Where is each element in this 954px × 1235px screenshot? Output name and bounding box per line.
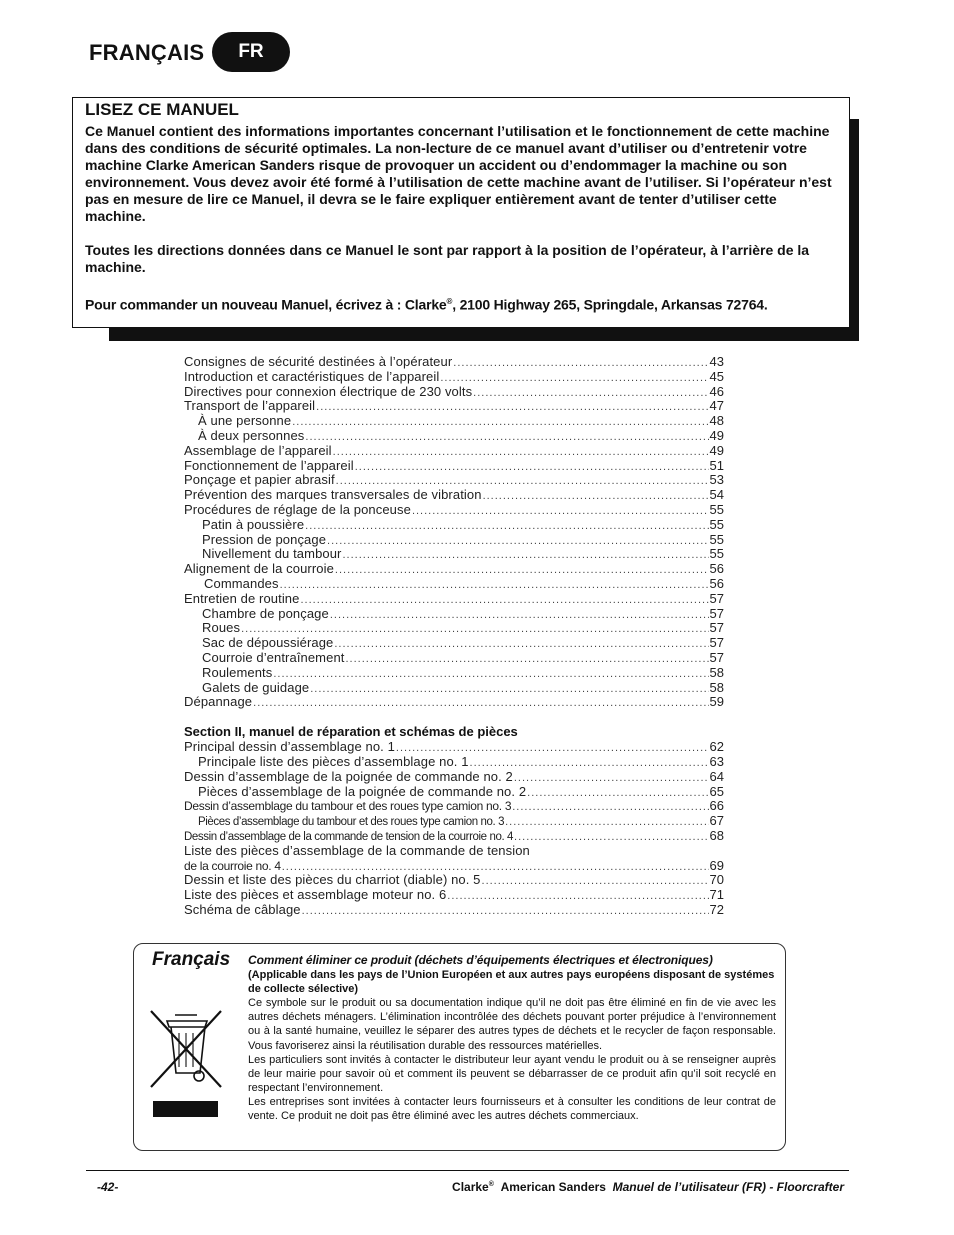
toc-entry [184,799,724,814]
toc-leader-dots [453,356,708,371]
toc-entry [184,607,724,622]
toc-entry-page: 49 [709,442,724,458]
weee-subtitle: (Applicable dans les pays de l’Union Européen et aux autres pays européens disposant de systémes de collecte sélective) [248,969,775,996]
toc-entry [184,473,724,488]
weee-paragraph: Les entreprises sont invitées à contacter leurs fournisseurs et à consulter les conditions de leur contrat de vente. Ce produit ne doit pas être éliminé avec les autres déchets commerciaux. [248,1095,776,1123]
weee-text-block [248,953,776,1123]
toc-leader-dots [300,593,708,608]
toc-leader-dots [316,400,708,415]
toc-entry-title: Principale liste des pièces d’assemblage no. 1 [198,753,469,769]
toc-entry-page: 57 [709,590,724,606]
toc-entry-title: Roulements [202,664,273,680]
toc-leader-dots [473,386,708,401]
toc-leader-dots [273,667,708,682]
toc-entry [184,503,724,518]
toc-leader-dots [335,563,709,578]
toc-entry-title: Dessin d’assemblage de la poignée de commande no. 2 [184,768,513,784]
footer-brand: Clarke [452,1180,489,1194]
toc-entry-title: Chambre de ponçage [202,605,329,621]
toc-leader-dots [280,578,709,593]
toc-leader-dots [514,771,709,786]
toc-entry-page: 47 [709,398,724,414]
toc-leader-dots [355,460,709,475]
toc-entry [184,547,724,562]
toc-leader-dots [505,815,708,830]
toc-leader-dots [512,800,708,815]
notice-paragraph: Toutes les directions données dans ce Manuel le sont par rapport à la position de l’opérateur, à l’arrière de la machine. [85,242,810,275]
toc-entry-title: Principal dessin d’assemblage no. 1 [184,739,395,755]
toc-entry-title: de la courroie no. 4 [184,858,281,873]
toc-entry-page: 45 [709,368,724,384]
toc-entry [184,888,724,903]
toc-leader-dots [346,652,709,667]
footer-title [452,1180,844,1194]
toc-entry-page: 68 [709,827,724,843]
toc-entry-title: Liste des pièces d’assemblage de la commande de tension [184,842,530,858]
toc-entry-page: 58 [709,679,724,695]
toc-entry-page: 57 [709,635,724,651]
toc-leader-dots [310,682,708,697]
toc-entry-title: Roues [202,620,241,636]
toc-entry-page: 56 [709,561,724,577]
toc-entry [184,695,724,710]
toc-entry-page: 43 [709,354,724,369]
footer-company: American Sanders [500,1180,606,1194]
toc-entry-title: Transport de l’appareil [184,398,316,414]
toc-entry-page: 64 [709,768,724,784]
footer-manual: Manuel de l’utilisateur (FR) - Floorcrafter [612,1180,844,1194]
toc-entry-title: Fonctionnement de l’appareil [184,457,354,473]
toc-entry [184,621,724,636]
read-manual-notice [72,97,850,328]
toc-entry [184,518,724,533]
toc-entry [184,414,724,429]
toc-entry-page: 55 [709,516,724,532]
weee-language-label: Français [152,949,231,970]
toc-entry [184,533,724,548]
toc-entry [184,829,724,844]
toc-entry [184,444,724,459]
order-address: , 2100 Highway 265, Springdale, Arkansas 72764. [452,296,768,313]
footer-reg: ® [488,1181,494,1188]
toc-entry-title: Alignement de la courroie [184,561,334,577]
toc-entry-title: Dessin et liste des pièces du charriot (diable) no. 5 [184,872,481,888]
toc-entry [184,740,724,755]
table-of-contents [184,355,724,918]
toc-section-2-title: Section II, manuel de réparation et schémas de pièces [184,724,518,740]
toc-entry [184,429,724,444]
toc-entry-title: Ponçage et papier abrasif [184,472,335,488]
toc-entry-title: Directives pour connexion électrique de 230 volts [184,383,473,399]
toc-entry-title: Courroie d’entraînement [202,649,345,665]
toc-entry-page: 48 [709,413,724,429]
toc-entry [184,577,724,592]
toc-entry-title: Consignes de sécurité destinées à l’opérateur [184,354,453,369]
toc-entry-title: Liste des pièces et assemblage moteur no. 6 [184,887,447,903]
toc-entry [184,859,724,874]
toc-entry-page: 46 [709,383,724,399]
toc-entry [184,755,724,770]
separate-collection-bar [153,1101,218,1117]
toc-entry-page: 54 [709,487,724,503]
toc-leader-dots [253,696,708,711]
weee-paragraph: Ce symbole sur le produit ou sa documentation indique qu’il ne doit pas être éliminé en fin de vie avec les autres déchets ménagers. L’élimination incontrôlée des déchets pouvant porter préjudice à l’environnement ou à la santé humaine, veuillez le séparer des autres types de déchets et le recycler de façon responsable. Vous favoriserez ainsi la réutilisation durable des ressources matérielles. [248,997,776,1052]
toc-entry-page: 62 [709,739,724,755]
toc-entry-page: 49 [709,427,724,443]
toc-entry [184,770,724,785]
toc-leader-dots [440,371,708,386]
toc-leader-dots [305,430,708,445]
toc-entry-page: 55 [709,546,724,562]
toc-entry-title: Dessin d’assemblage du tambour et des roues type camion no. 3 [184,799,512,814]
toc-entry-page: 63 [709,753,724,769]
weee-title: Comment éliminer ce produit (déchets d’équipements électriques et électroniques) [248,953,713,967]
toc-entry [184,651,724,666]
toc-entry [184,399,724,414]
crossed-out-wheelie-bin-icon [145,1005,227,1091]
toc-entry-title: Introduction et caractéristiques de l’appareil [184,368,440,384]
toc-entry-page: 57 [709,605,724,621]
toc-entry-page: 53 [709,472,724,488]
toc-entry-page: 57 [709,620,724,636]
toc-leader-dots [514,830,708,845]
toc-entry-page: 67 [709,813,724,829]
language-badge: FR [212,32,290,72]
order-prefix: Pour commander un nouveau Manuel, écrivez à : Clarke [85,296,447,313]
weee-paragraph: Les particuliers sont invités à contacter le distributeur leur ayant vendu le produit ou à se renseigner auprès de leur mairie pour savoir où et comment ils peuvent se débarrasser de ce produit afin qu’il soit recyclé en respectant l’environnement. [248,1053,776,1094]
toc-leader-dots [483,489,709,504]
toc-entry [184,636,724,651]
toc-entry-title: Nivellement du tambour [202,546,342,562]
toc-entry [184,592,724,607]
notice-paragraph: Ce Manuel contient des informations importantes concernant l’utilisation et le fonctionnement de cette machine dans des conditions de sécurité optimales. La non-lecture de ce manuel avant d’utiliser ou d’entretenir votre machine Clarke American Sanders risque de provoquer un accident ou d’endommager la machine ou son environnement. Vous devez avoir été formé à l’utilisation de cette machine avant de l’utiliser. Si l’opérateur n’est pas en mesure de lire ce Manuel, il devra se le faire expliquer entièrement avant de tenter d’utiliser cette machine. [85,123,832,224]
toc-entry-title: Pièces d’assemblage de la poignée de commande no. 2 [198,783,527,799]
toc-entry [184,370,724,385]
toc-entry-title: Patin à poussière [202,516,305,532]
toc-entry-title: Procédures de réglage de la ponceuse [184,501,411,517]
toc-leader-dots [305,519,708,534]
toc-entry [184,814,724,829]
page-number: -42- [97,1180,119,1194]
toc-entry-page: 55 [709,531,724,547]
toc-entry-page: 70 [709,872,724,888]
toc-entry-title: Commandes [204,575,279,591]
toc-entry-title: Dessin d’assemblage de la commande de tension de la courroie no. 4 [184,830,514,843]
toc-entry [184,385,724,400]
notice-title: LISEZ CE MANUEL [85,100,239,119]
toc-entry-title: À deux personnes [198,427,305,443]
toc-entry-page: 57 [709,649,724,665]
toc-entry [184,355,724,370]
toc-leader-dots [334,637,708,652]
toc-entry [184,844,724,859]
toc-section-1 [184,355,724,710]
toc-entry-title: Galets de guidage [202,679,310,695]
toc-leader-dots [327,534,708,549]
toc-entry-title: Pression de ponçage [202,531,327,547]
toc-entry-title: Assemblage de l’appareil [184,442,332,458]
toc-entry [184,681,724,696]
toc-entry-title: Entretien de routine [184,590,300,606]
toc-section-2 [184,740,724,918]
toc-entry-title: À une personne [198,413,292,429]
toc-entry-title: Schéma de câblage [184,901,301,917]
toc-leader-dots [302,904,709,919]
toc-entry-title: Prévention des marques transversales de vibration [184,487,482,503]
toc-leader-dots [412,504,709,519]
toc-entry [184,903,724,918]
registered-mark: ® [446,297,453,306]
toc-entry-page: 55 [709,501,724,517]
toc-entry-page: 72 [709,901,724,917]
toc-entry-title: Sac de dépoussiérage [202,635,334,651]
toc-entry [184,666,724,681]
toc-entry-page: 56 [709,575,724,591]
toc-leader-dots [447,889,708,904]
toc-leader-dots [330,608,709,623]
toc-entry-page: 59 [709,694,724,710]
toc-leader-dots [333,445,709,460]
toc-leader-dots [343,548,709,563]
toc-entry [184,562,724,577]
order-manual-text [85,293,837,314]
toc-leader-dots [527,786,708,801]
toc-entry [184,488,724,503]
toc-entry-page: 71 [709,887,724,903]
footer-rule [86,1170,849,1171]
toc-entry-page: 66 [709,798,724,814]
toc-entry-page: 51 [709,457,724,473]
toc-entry [184,873,724,888]
toc-leader-dots [292,415,708,430]
language-heading: FRANÇAIS [89,40,205,65]
toc-leader-dots [482,874,709,889]
toc-entry-title: Pièces d’assemblage du tambour et des roues type camion no. 3 [198,816,505,829]
toc-entry [184,785,724,800]
toc-entry-page: 69 [709,857,724,873]
toc-entry-title: Dépannage [184,694,253,710]
toc-entry-page: 65 [709,783,724,799]
toc-entry [184,459,724,474]
toc-entry-page: 58 [709,664,724,680]
